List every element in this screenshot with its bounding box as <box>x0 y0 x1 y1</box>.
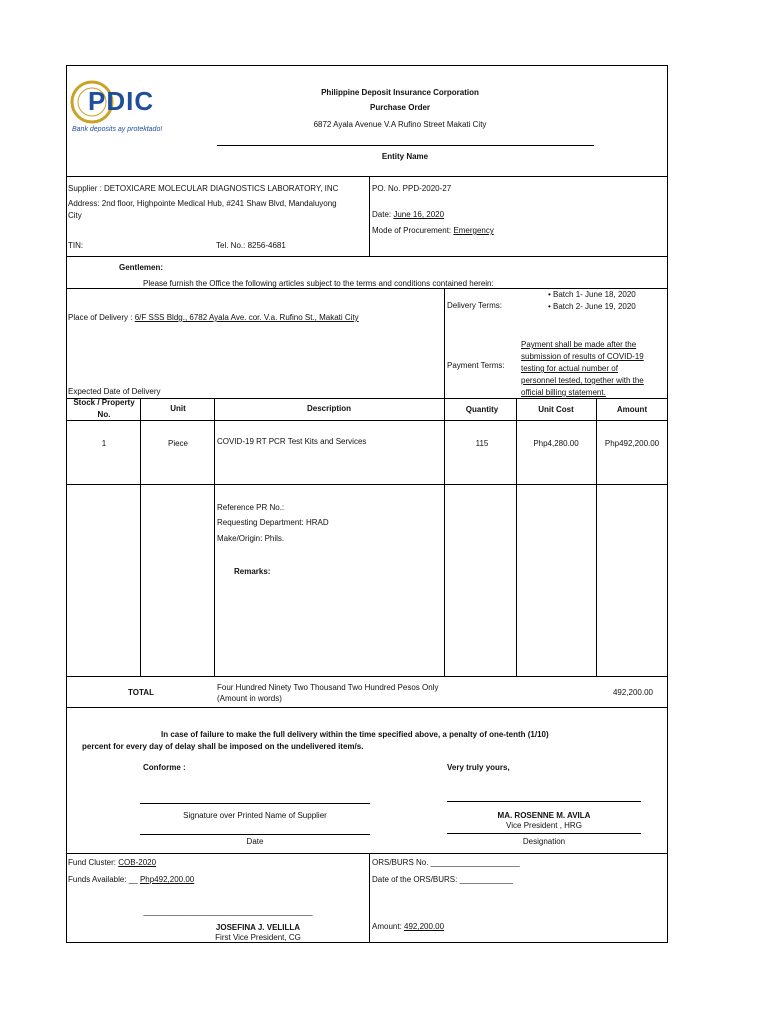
date-label: Date <box>246 837 264 846</box>
org-address: 6872 Ayala Avenue V.A Rufino Street Makati City <box>313 120 487 129</box>
reference-pr: Reference PR No.: <box>217 503 285 512</box>
table-top <box>66 398 668 399</box>
certifier-signature-line: ______________________________________ <box>143 907 313 916</box>
divider <box>66 256 668 257</box>
vertical-divider-delivery <box>444 288 445 398</box>
row-amount: Php492,200.00 <box>604 439 660 448</box>
po-date: June 16, 2020 <box>393 210 445 219</box>
total-bottom <box>66 707 668 708</box>
row-unit-cost: Php4,280.00 <box>533 439 579 448</box>
doc-title: Purchase Order <box>369 103 431 112</box>
divider <box>66 288 668 289</box>
certifier-title: First Vice President, CG <box>215 933 301 942</box>
certifier-name: JOSEFINA J. VELILLA <box>215 923 301 932</box>
funds-vertical-divider <box>369 853 370 943</box>
col-header-stock: Stock / Property <box>73 398 135 407</box>
ors-burs-date: Date of the ORS/BURS: ____________ <box>372 875 513 884</box>
expected-delivery-label: Expected Date of Delivery <box>68 387 161 396</box>
row-quantity: 115 <box>475 439 489 448</box>
signatory-title: Vice President , HRG <box>506 821 582 830</box>
supplier-name: Supplier : DETOXICARE MOLECULAR DIAGNOSTICS LABORATORY, INC <box>68 184 339 193</box>
col-header-stock-no: No. <box>97 410 111 419</box>
table-row-bottom <box>66 484 668 485</box>
signatory-line <box>447 801 641 802</box>
po-number: PO. No. PPD-2020-27 <box>372 184 452 193</box>
po-date-row <box>372 210 444 219</box>
amount-row <box>372 922 444 931</box>
funds-top <box>66 853 668 854</box>
divider <box>66 176 668 177</box>
table-header-bottom <box>66 420 668 421</box>
row-description: COVID-19 RT PCR Test Kits and Services <box>217 437 367 446</box>
fund-cluster-label: Fund Cluster: <box>68 858 117 867</box>
col-header-amount: Amount <box>616 405 648 414</box>
fund-cluster: COB-2020 <box>118 858 157 867</box>
salutation: Gentlemen: <box>119 263 164 272</box>
procurement-label: Mode of Procurement: <box>372 226 452 235</box>
po-date-label: Date: <box>372 210 392 219</box>
batch-2: • Batch 2- June 19, 2020 <box>548 302 636 311</box>
supplier-address: Address: 2nd floor, Highpointe Medical Hub, #241 Shaw Blvd, Mandaluyong <box>68 199 337 208</box>
entity-name-label: Entity Name <box>381 152 429 161</box>
date-line <box>140 834 370 835</box>
funds-available-row <box>68 875 194 884</box>
batch-1: • Batch 1- June 18, 2020 <box>548 290 636 299</box>
supplier-tel: Tel. No.: 8256-4681 <box>216 241 286 250</box>
very-truly-label: Very truly yours, <box>447 763 510 772</box>
procurement-row <box>372 226 494 235</box>
penalty-line-2: percent for every day of delay shall be imposed on the undelivered item/s. <box>82 742 364 751</box>
col-header-unit-cost: Unit Cost <box>538 405 574 414</box>
total-amount: 492,200.00 <box>612 688 653 697</box>
penalty-line-1: In case of failure to make the full delivery within the time specified above, a penalty of one-tenth (1/10) <box>161 730 549 739</box>
pdic-logo <box>70 80 170 136</box>
amount-label: Amount: <box>372 922 402 931</box>
intro-text: Please furnish the Office the following articles subject to the terms and conditions contained herein: <box>143 279 494 288</box>
total-words-note: (Amount in words) <box>217 694 282 703</box>
col-header-quantity: Quantity <box>465 405 499 414</box>
row-unit: Piece <box>167 439 188 448</box>
total-words: Four Hundred Ninety Two Thousand Two Hundred Pesos Only <box>217 683 439 692</box>
supplier-address-city: City <box>68 211 82 220</box>
place-value: 6/F SSS Bldg., 6782 Ayala Ave. cor. V.a. Rufino St., Makati City <box>134 313 359 322</box>
vertical-divider-supplier <box>369 176 370 256</box>
procurement-mode: Emergency <box>453 226 494 235</box>
designation-line <box>447 833 641 834</box>
payment-line: personnel tested, together with the <box>521 376 644 385</box>
signatory-name: MA. ROSENNE M. AVILA <box>497 811 591 820</box>
payment-terms-label: Payment Terms: <box>447 361 505 370</box>
payment-line: submission of results of COVID-19 <box>521 352 644 361</box>
logo-tagline: Bank deposits ay protektado! <box>72 126 163 133</box>
total-label: TOTAL <box>128 688 154 697</box>
fund-cluster-row <box>68 858 156 867</box>
place-of-delivery <box>68 313 359 322</box>
ors-burs-no: ORS/BURS No. ____________________ <box>372 858 520 867</box>
payment-line: official billing statement. <box>521 388 606 397</box>
col-header-description: Description <box>306 404 351 413</box>
conforme-label: Conforme : <box>143 763 186 772</box>
funds-available-prefix: __ <box>128 875 138 884</box>
requesting-dept: Requesting Department: HRAD <box>217 518 329 527</box>
delivery-terms-label: Delivery Terms: <box>447 301 502 310</box>
org-name: Philippine Deposit Insurance Corporation <box>321 88 479 97</box>
amount-value: 492,200.00 <box>404 922 445 931</box>
supplier-tin: TIN: <box>68 241 84 250</box>
total-top <box>66 676 668 677</box>
col-header-unit: Unit <box>170 404 186 413</box>
make-origin: Make/Origin: Phils. <box>217 534 285 543</box>
supplier-signature-label: Signature over Printed Name of Supplier <box>183 811 327 820</box>
row-stock: 1 <box>101 439 107 448</box>
payment-line: testing for actual number of <box>521 364 618 373</box>
funds-available: Php492,200.00 <box>139 875 195 884</box>
designation-label: Designation <box>522 837 566 846</box>
logo-text: PDIC <box>88 86 155 116</box>
payment-line: Payment shall be made after the <box>521 340 637 349</box>
funds-available-label: Funds Available: <box>68 875 127 884</box>
entity-line <box>217 145 594 146</box>
remarks-label: Remarks: <box>234 567 271 576</box>
place-label: Place of Delivery : <box>68 313 133 322</box>
supplier-signature-line <box>140 803 370 804</box>
